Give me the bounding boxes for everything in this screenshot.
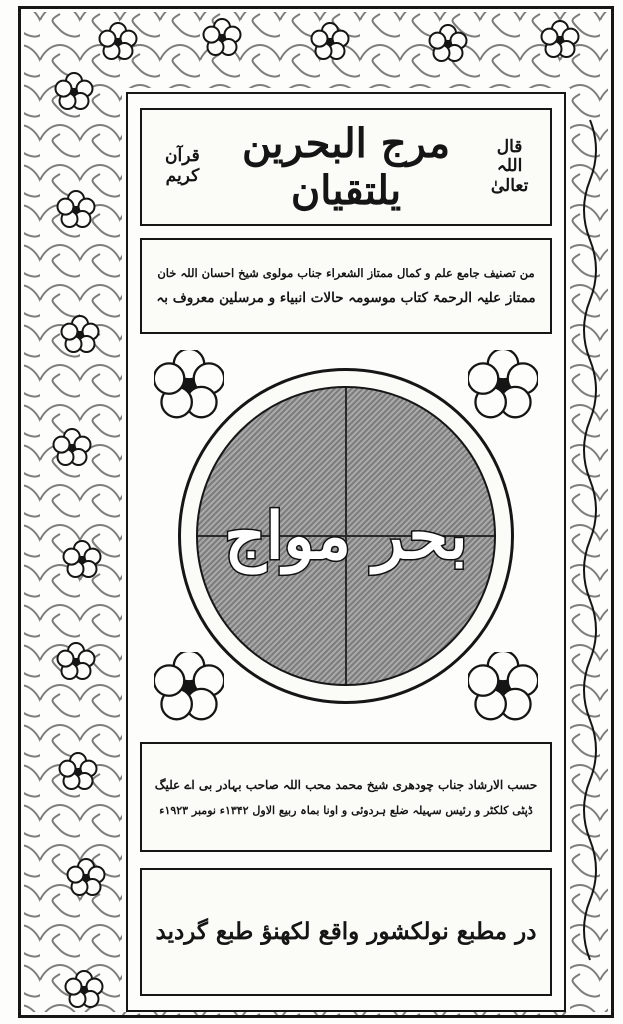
book-title: بحر مواج	[224, 498, 468, 574]
press-imprint: در مطبع نولکشور واقع لکھنؤ طبع گردید	[155, 917, 537, 945]
credits-line-2: ڈپٹی کلکٹر و رئیس سہیلہ ضلع ہردوئی و اونا بماہ ربیع الاول ۱۳۴۲ء نومبر ۱۹۲۳ء	[159, 803, 533, 817]
press-panel	[140, 868, 552, 996]
quotation-panel	[140, 108, 552, 226]
author-line-1: من تصنیف جامع علم و کمال ممتاز الشعراء جناب مولوی شیخ احسان اللہ خان	[157, 266, 535, 280]
flower-ornament-icon	[468, 652, 538, 722]
quranic-quotation: مرج البحرین یلتقیان	[241, 120, 451, 214]
author-panel	[140, 238, 552, 334]
flower-ornament-icon	[154, 652, 224, 722]
quotation-attribution-right: قال اللہ تعالیٰ	[490, 136, 529, 196]
author-line-2: ممتاز علیہ الرحمۃ کتاب موسومہ حالات انبیاء و مرسلین معروف بہ	[156, 290, 536, 306]
flower-ornament-icon	[154, 350, 224, 420]
flower-ornament-icon	[468, 350, 538, 420]
title-medallion-disc	[196, 386, 496, 686]
credits-line-1: حسب الارشاد جناب چودھری شیخ محمد محب اللہ صاحب بہادر بی اے علیگ	[154, 777, 538, 792]
quotation-attribution-left: قرآن کریم	[165, 146, 200, 186]
credits-panel	[140, 742, 552, 852]
title-medallion	[178, 368, 514, 704]
title-medallion-panel	[140, 346, 552, 726]
